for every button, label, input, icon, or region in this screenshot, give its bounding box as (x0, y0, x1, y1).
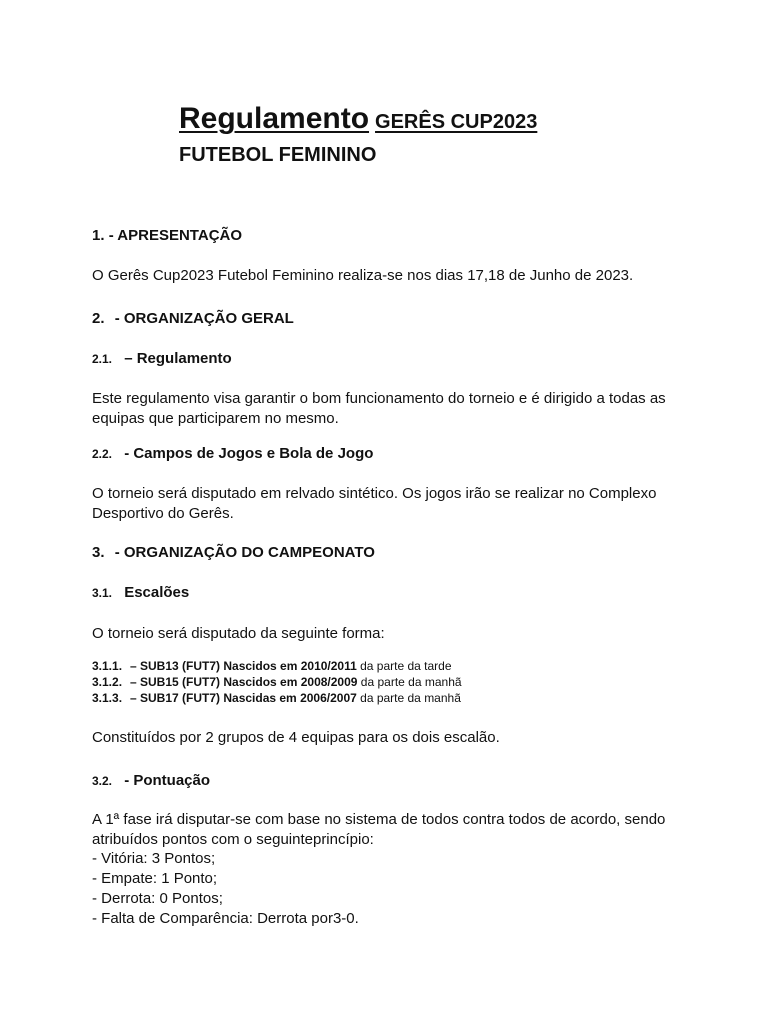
section-2-heading (92, 310, 294, 327)
title-regulamento: Regulamento (179, 102, 370, 135)
section-1-title: - APRESENTAÇÃO (108, 227, 243, 244)
section-3-number: 3. (92, 544, 105, 561)
list-item-rest: da parte da manhã (360, 675, 462, 689)
section-1-number: 1. (92, 227, 105, 244)
section-3-2-text: A 1ª fase irá disputar-se com base no sistema de todos contra todos de acordo, sendo atribuídos pontos com o seguinteprincípio: (92, 811, 666, 848)
section-2-1-text: Este regulamento visa garantir o bom funcionamento do torneio e é dirigido a todas as equipas que participarem no mesmo. (92, 390, 666, 427)
section-3-1-after: Constituídos por 2 grupos de 4 equipas para os dois escalão. (92, 729, 500, 746)
list-item (92, 659, 452, 673)
document-title (179, 102, 537, 136)
list-item-main: – SUB13 (FUT7) Nascidos em 2010/2011 (130, 659, 357, 673)
section-3-1-heading (92, 584, 189, 601)
points-line: - Derrota: 0 Pontos; (92, 890, 223, 907)
section-3-1-number: 3.1. (92, 586, 113, 600)
document-subtitle: FUTEBOL FEMININO (179, 144, 377, 166)
list-item (92, 675, 462, 689)
list-item (92, 691, 461, 705)
section-3-2-number: 3.2. (92, 774, 113, 788)
list-item-number: 3.1.1. (92, 659, 123, 673)
section-3-2-heading (92, 772, 210, 789)
section-2-2-text: O torneio será disputado em relvado sintético. Os jogos irão se realizar no Complexo Desportivo do Gerês. (92, 485, 657, 522)
section-3-title: - ORGANIZAÇÃO DO CAMPEONATO (114, 544, 375, 561)
list-item-rest: da parte da tarde (360, 659, 452, 673)
section-2-1-heading (92, 350, 232, 367)
section-3-heading (92, 544, 375, 561)
section-2-title: - ORGANIZAÇÃO GERAL (114, 310, 294, 327)
title-cup: GERÊS CUP2023 (375, 111, 538, 133)
section-2-1-title: – Regulamento (124, 350, 232, 367)
list-item-number: 3.1.2. (92, 675, 123, 689)
points-line: - Falta de Comparência: Derrota por3-0. (92, 910, 359, 927)
list-item-main: – SUB15 (FUT7) Nascidos em 2008/2009 (130, 675, 358, 689)
section-2-number: 2. (92, 310, 105, 327)
section-1-heading (92, 227, 242, 244)
section-1-text: O Gerês Cup2023 Futebol Feminino realiza-se nos dias 17,18 de Junho de 2023. (92, 267, 634, 284)
section-2-2-title: - Campos de Jogos e Bola de Jogo (124, 445, 374, 462)
points-line: - Empate: 1 Ponto; (92, 870, 218, 887)
points-line: - Vitória: 3 Pontos; (92, 850, 216, 867)
section-2-2-heading (92, 445, 373, 462)
section-3-2-title: - Pontuação (124, 772, 211, 789)
section-3-1-text: O torneio será disputado da seguinte forma: (92, 625, 385, 642)
section-3-1-title: Escalões (124, 584, 190, 601)
list-item-number: 3.1.3. (92, 691, 123, 705)
list-item-main: – SUB17 (FUT7) Nascidas em 2006/2007 (130, 691, 357, 705)
section-2-2-number: 2.2. (92, 447, 113, 461)
list-item-rest: da parte da manhã (360, 691, 461, 705)
section-2-1-number: 2.1. (92, 352, 113, 366)
